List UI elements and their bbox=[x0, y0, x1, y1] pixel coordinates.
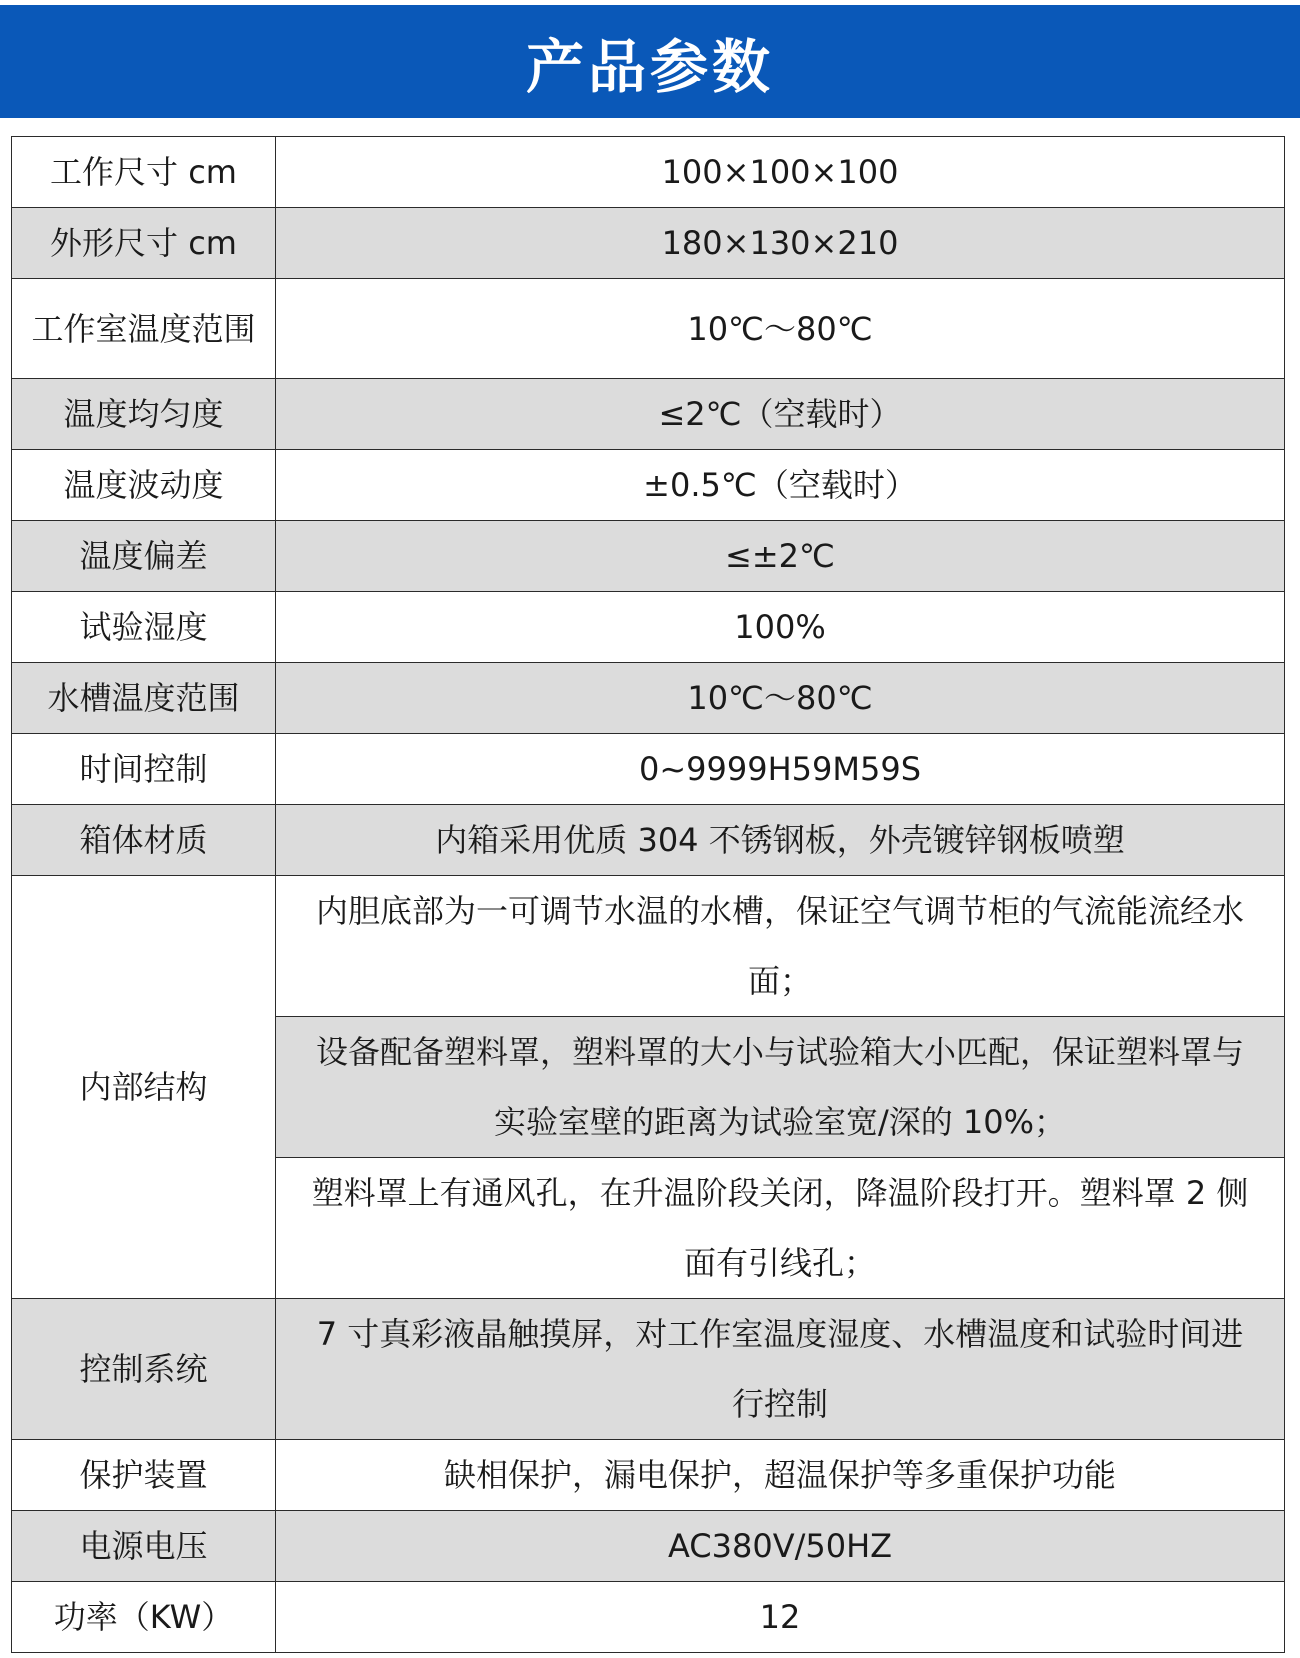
param-label: 保护装置 bbox=[12, 1440, 276, 1511]
param-label: 温度均匀度 bbox=[12, 379, 276, 450]
param-label: 工作尺寸 cm bbox=[12, 137, 276, 208]
value-line: 设备配备塑料罩，塑料罩的大小与试验箱大小匹配，保证塑料罩与 bbox=[315, 1033, 1244, 1071]
table-row bbox=[12, 521, 1285, 592]
param-value: 100×100×100 bbox=[276, 137, 1285, 208]
table-row bbox=[12, 379, 1285, 450]
param-value: 180×130×210 bbox=[276, 208, 1285, 279]
param-label: 温度偏差 bbox=[12, 521, 276, 592]
param-value: 100% bbox=[276, 592, 1285, 663]
param-value bbox=[276, 876, 1285, 1017]
table-row bbox=[12, 1511, 1285, 1582]
param-label: 时间控制 bbox=[12, 734, 276, 805]
table-row bbox=[12, 734, 1285, 805]
table-row bbox=[12, 208, 1285, 279]
page-title: 产品参数 bbox=[525, 32, 774, 101]
param-label: 箱体材质 bbox=[12, 805, 276, 876]
param-value bbox=[276, 1299, 1285, 1440]
value-line: 行控制 bbox=[731, 1385, 828, 1423]
table-row bbox=[12, 137, 1285, 208]
param-label: 水槽温度范围 bbox=[12, 663, 276, 734]
param-value bbox=[276, 1158, 1285, 1299]
table-row bbox=[12, 1440, 1285, 1511]
param-label: 工作室温度范围 bbox=[12, 279, 276, 379]
param-label: 温度波动度 bbox=[12, 450, 276, 521]
value-line: 面有引线孔； bbox=[683, 1244, 876, 1282]
table-row bbox=[12, 592, 1285, 663]
param-value: 0~9999H59M59S bbox=[276, 734, 1285, 805]
param-value: 10℃～80℃ bbox=[276, 279, 1285, 379]
param-value bbox=[276, 1017, 1285, 1158]
value-line: 内胆底部为一可调节水温的水槽，保证空气调节柜的气流能流经水 bbox=[315, 892, 1244, 930]
table-row bbox=[12, 279, 1285, 379]
parameter-table bbox=[11, 136, 1285, 1653]
table-row bbox=[12, 876, 1285, 1017]
value-line: 7 寸真彩液晶触摸屏，对工作室温度湿度、水槽温度和试验时间进 bbox=[316, 1315, 1244, 1353]
table-row bbox=[12, 805, 1285, 876]
param-label: 控制系统 bbox=[12, 1299, 276, 1440]
param-value: 12 bbox=[276, 1582, 1285, 1653]
param-label: 电源电压 bbox=[12, 1511, 276, 1582]
table-row bbox=[12, 450, 1285, 521]
table-row bbox=[12, 663, 1285, 734]
param-value: AC380V/50HZ bbox=[276, 1511, 1285, 1582]
param-value: ±0.5℃（空载时） bbox=[276, 450, 1285, 521]
param-value: ≤2℃（空载时） bbox=[276, 379, 1285, 450]
value-line: 面； bbox=[747, 962, 812, 1000]
param-value: 缺相保护，漏电保护，超温保护等多重保护功能 bbox=[276, 1440, 1285, 1511]
param-value: 10℃～80℃ bbox=[276, 663, 1285, 734]
param-value: 内箱采用优质 304 不锈钢板，外壳镀锌钢板喷塑 bbox=[276, 805, 1285, 876]
param-label: 外形尺寸 cm bbox=[12, 208, 276, 279]
param-label: 内部结构 bbox=[12, 876, 276, 1299]
param-label: 功率（KW） bbox=[12, 1582, 276, 1653]
value-line: 塑料罩上有通风孔，在升温阶段关闭，降温阶段打开。塑料罩 2 侧 bbox=[311, 1174, 1249, 1212]
param-value: ≤±2℃ bbox=[276, 521, 1285, 592]
table-row bbox=[12, 1299, 1285, 1440]
param-label: 试验湿度 bbox=[12, 592, 276, 663]
title-banner bbox=[0, 5, 1300, 118]
value-line: 实验室壁的距离为试验室宽/深的 10%； bbox=[493, 1103, 1067, 1141]
table-row bbox=[12, 1582, 1285, 1653]
